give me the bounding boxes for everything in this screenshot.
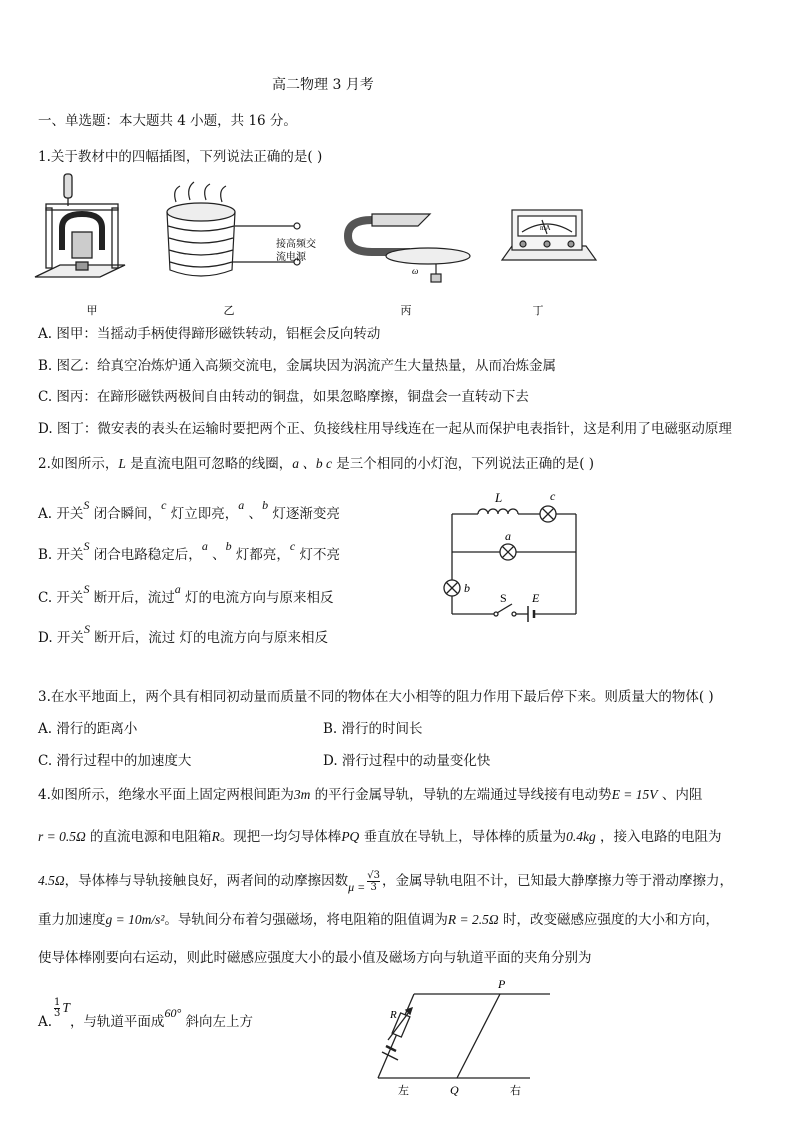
q2-option-a[interactable]: A. 开关S 闭合瞬间，c 灯立即亮，a 、b 灯逐渐变亮	[38, 498, 340, 522]
q1-option-d[interactable]: D. 图丁：微安表的表头在运输时要把两个正、负接线柱用导线连在一起从而保护电表指针，这是利用了电磁驱动原理	[38, 421, 732, 437]
q4-option-a[interactable]: A. $\frac{1}{3}$ T，与轨道平面成60° 斜向左上方	[38, 997, 254, 1030]
figure-jia	[35, 174, 125, 277]
figure-bing	[348, 214, 470, 282]
page-title: 高二物理 3 月考	[272, 77, 374, 93]
q2-option-d[interactable]: D. 开关S 断开后，流过 灯的电流方向与原来相反	[38, 622, 329, 646]
q4-rail-figure	[370, 978, 550, 1098]
rail-label-R: R	[390, 1009, 397, 1021]
circuit-label-L: L	[495, 490, 503, 505]
q3-stem: 3.在水平地面上，两个具有相同初动量而质量不同的物体在大小相等的阻力作用下最后停下来。则质量大的物体( )	[38, 689, 714, 705]
circuit-label-E: E	[532, 591, 540, 605]
q3-option-a[interactable]: A. 滑行的距离小	[38, 721, 138, 737]
rail-label-Q: Q	[450, 1083, 459, 1097]
fig-note-2: 流电源	[276, 252, 306, 263]
q3-option-d[interactable]: D. 滑行过程中的动量变化快	[323, 753, 491, 769]
q1-figures	[0, 170, 793, 320]
q1-option-c[interactable]: C. 图丙：在蹄形磁铁两极间自由转动的铜盘，如果忽略摩擦，铜盘会一直转动下去	[38, 389, 529, 405]
q2-option-b[interactable]: B. 开关S 闭合电路稳定后，a 、b 灯都亮，c 灯不亮	[38, 539, 341, 563]
circuit-label-a: a	[505, 529, 511, 543]
mu-denominator: 3	[370, 882, 377, 893]
figure-ding	[502, 210, 596, 260]
q4-line-4: 重力加速度g = 10m/s²。导轨间分布着匀强磁场，将电阻箱的阻值调为R = 2.5Ω 时，改变磁感应强度的大小和方向，	[38, 912, 719, 928]
q4-line-2: r = 0.5Ω 的直流电源和电阻箱R。现把一均匀导体棒PQ 垂直放在导轨上，导体棒的质量为0.4kg ，接入电路的电阻为	[38, 829, 722, 845]
circuit-label-c: c	[550, 489, 556, 503]
q4-line-1: 4.如图所示，绝缘水平面上固定两根间距为3m 的平行金属导轨，导轨的左端通过导线接有电动势E = 15V 、内阻	[38, 787, 703, 803]
rail-label-P: P	[498, 978, 506, 991]
fig-label-ding: 丁	[532, 305, 544, 317]
q4-line-3: 4.5Ω，导体棒与导轨接触良好，两者间的动摩擦因数μ = $\frac{√3}{3}$ ，金属导轨电阻不计，已知最大静摩擦力等于滑动摩擦力，	[38, 870, 733, 894]
rail-label-right: 右	[510, 1085, 521, 1097]
section-heading: 一、单选题：本大题共 4 小题，共 16 分。	[38, 113, 297, 129]
q2-option-c[interactable]: C. 开关S 断开后，流过a 灯的电流方向与原来相反	[38, 582, 334, 606]
mu-numerator: √3	[367, 870, 380, 881]
T-numerator: 1	[54, 997, 61, 1008]
q2-circuit	[440, 484, 590, 624]
q3-option-c[interactable]: C. 滑行过程中的加速度大	[38, 753, 192, 769]
q1-stem: 1.关于教材中的四幅插图，下列说法正确的是( )	[38, 149, 323, 165]
fig-label-jia: 甲	[86, 305, 98, 317]
q3-option-b[interactable]: B. 滑行的时间长	[323, 721, 423, 737]
T-denominator: 3	[54, 1008, 61, 1019]
q4-line-5: 使导体棒刚要向右运动，则此时磁感应强度大小的最小值及磁场方向与轨道平面的夹角分别为	[38, 950, 592, 966]
fig-disk-omega: ω	[412, 266, 419, 276]
q2-stem: 2.如图所示，L 是直流电阻可忽略的线圈，a 、b c 是三个相同的小灯泡，下列说法正确的是( )	[38, 456, 595, 472]
fig-label-yi: 乙	[223, 305, 235, 317]
fig-note-1: 接高频交	[276, 239, 316, 250]
circuit-label-b: b	[464, 581, 470, 595]
fig-label-bing: 丙	[400, 305, 412, 317]
rail-label-left: 左	[398, 1085, 409, 1097]
circuit-label-S: S	[500, 591, 507, 605]
q1-option-a[interactable]: A. 图甲：当摇动手柄使得蹄形磁铁转动，铝框会反向转动	[38, 326, 381, 342]
fig-meter-unit: mA	[540, 224, 551, 232]
q1-option-b[interactable]: B. 图乙：给真空冶炼炉通入高频交流电，金属块因为涡流产生大量热量，从而冶炼金属	[38, 358, 557, 374]
